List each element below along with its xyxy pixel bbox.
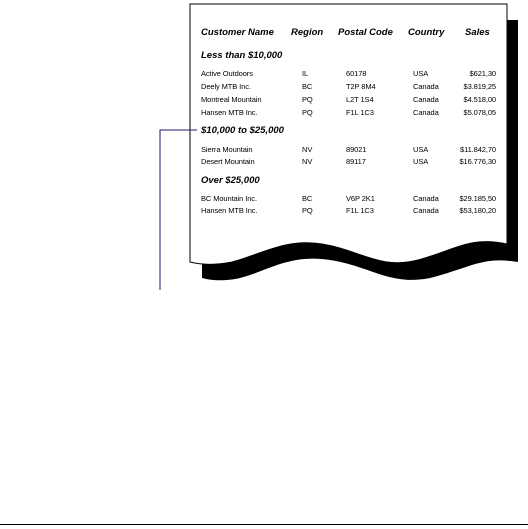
customer-name-cell: Montreal Mountain	[201, 95, 262, 104]
table-row	[0, 82, 528, 94]
postal-code-cell: L2T 1S4	[346, 95, 374, 104]
customer-name-cell: Hansen MTB Inc.	[201, 206, 258, 215]
country-cell: Canada	[413, 82, 439, 91]
table-row	[0, 206, 528, 218]
sales-cell: $621,30	[469, 69, 496, 78]
region-header: Region	[291, 27, 324, 38]
region-cell: BC	[302, 82, 313, 91]
customer-name-cell: Sierra Mountain	[201, 145, 253, 154]
group-heading: Less than $10,000	[201, 50, 283, 61]
sales-header: Sales	[465, 27, 490, 38]
sales-cell: $3.819,25	[463, 82, 496, 91]
region-cell: IL	[302, 69, 309, 78]
sales-cell: $11.842,70	[460, 145, 496, 154]
table-row	[0, 157, 528, 169]
region-cell: BC	[302, 194, 313, 203]
sales-cell: $5.078,05	[463, 108, 496, 117]
region-cell: NV	[302, 145, 313, 154]
customer-name-cell: Desert Mountain	[201, 157, 255, 166]
country-cell: USA	[413, 145, 429, 154]
postal-code-cell: F1L 1C3	[346, 108, 374, 117]
postal-code-header: Postal Code	[338, 27, 393, 38]
region-cell: PQ	[302, 108, 313, 117]
sales-cell: $53,180,20	[459, 206, 496, 215]
postal-code-cell: V6P 2K1	[346, 194, 375, 203]
country-cell: Canada	[413, 194, 439, 203]
table-row	[0, 145, 528, 157]
postal-code-cell: T2P 8M4	[346, 82, 376, 91]
sales-cell: $29.185,50	[459, 194, 496, 203]
table-row	[0, 69, 528, 81]
region-cell: PQ	[302, 206, 313, 215]
country-cell: Canada	[413, 95, 439, 104]
customer-name-cell: Hansen MTB Inc.	[201, 108, 258, 117]
country-cell: USA	[413, 69, 429, 78]
region-cell: NV	[302, 157, 313, 166]
sales-cell: $4.518,00	[463, 95, 496, 104]
table-row	[0, 194, 528, 206]
group-heading: $10,000 to $25,000	[201, 125, 284, 136]
country-cell: Canada	[413, 206, 439, 215]
postal-code-cell: 89117	[346, 157, 366, 166]
region-cell: PQ	[302, 95, 313, 104]
postal-code-cell: 89021	[346, 145, 367, 154]
customer-name-cell: Deely MTB Inc.	[201, 82, 251, 91]
table-row	[0, 108, 528, 120]
country-header: Country	[408, 27, 445, 38]
country-cell: USA	[413, 157, 429, 166]
customer-name-cell: BC Mountain Inc.	[201, 194, 257, 203]
table-row	[0, 95, 528, 107]
customer-name-cell: Active Outdoors	[201, 69, 253, 78]
customer-name-header: Customer Name	[201, 27, 274, 38]
country-cell: Canada	[413, 108, 439, 117]
postal-code-cell: 60178	[346, 69, 367, 78]
group-heading: Over $25,000	[201, 175, 260, 186]
bottom-rule	[0, 524, 528, 525]
sales-cell: $16.776,30	[459, 157, 496, 166]
postal-code-cell: F1L 1C3	[346, 206, 374, 215]
